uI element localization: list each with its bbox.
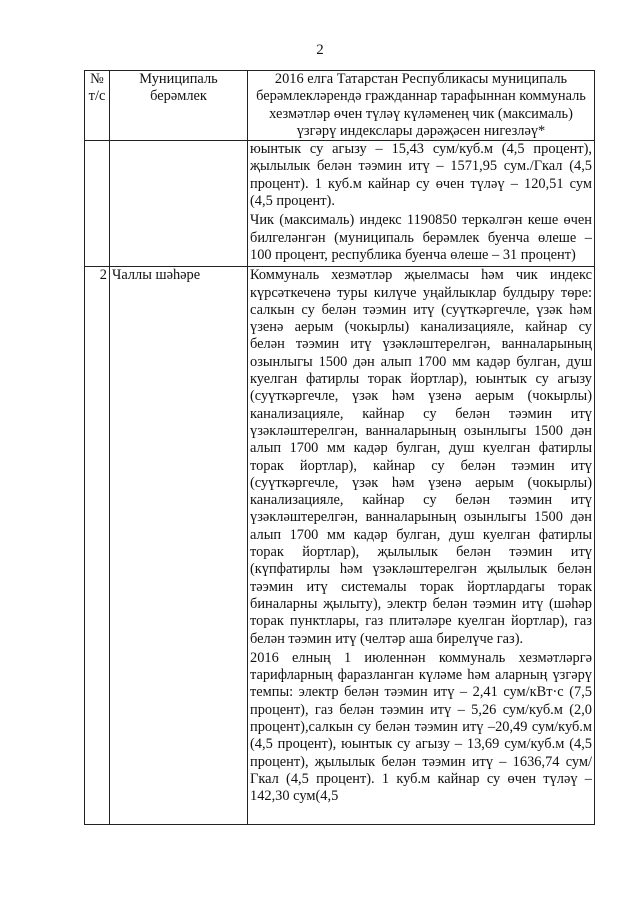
header-number: № т/с bbox=[85, 71, 110, 141]
row-municipality bbox=[110, 141, 248, 267]
paragraph: Коммуналь хезмәтләр җыелмасы һәм чик индекс күрсәткеченә туры килүче уңайлыклар булдыру төре: салкын су белән тәэмин итү (суүткәргечле, үзәк һәм үзенә аерым (чокырлы) канализацияле, кайнар су белән тәэмин итү үзәкләштерелгән, ванналарының озынлыгы 1500 дән алып 1700 мм кадәр булган, душ куелган фатирлы торак йортлар), юынтык су агызу (суүткәргечле, үзәк һәм үзенә аерым (чокырлы) канализацияле, кайнар су белән тәэмин итү үзәкләштерелгән, ванналарының озынлыгы 1500 дән алып 1700 мм кадәр булган, душ куелган фатирлы торак йортлар), кайнар су белән тәэмин итү (суүткәргечле, үзәк һәм үзенә аерым (чокырлы) канализацияле, кайнар су белән тәэмин итү үзәкләштерелгән, ванналарының озынлыгы 1500 дән алып 1700 мм кадәр булган, душ куелган фатирлы торак йортлар), җылылык белән тәэмин итү (күпфатирлы һәм үзәкләштерелгән җылылык белән тәэмин итү системалы торак йортлардагы торак биналарны җылыту), электр белән тәэмин итү (шәһәр торак пунктлары, газ плитәләре куелган йортлар), газ белән тәэмин итү (челтәр аша бирелүче газ). bbox=[250, 267, 592, 647]
table-row bbox=[85, 141, 595, 267]
tariff-index-table bbox=[84, 70, 595, 825]
header-municipality: Муниципаль берәмлек bbox=[110, 71, 248, 141]
paragraph: юынтык су агызу – 15,43 сум/куб.м (4,5 процент), җылылык белән тәэмин итү – 1571,95 сум./Гкал (4,5 процент). 1 куб.м кайнар су өчен түләү – 120,51 сум (4,5 процент). bbox=[250, 141, 592, 210]
paragraph: Чик (максималь) индекс 1190850 теркәлгән кеше өчен билгеләнгән (муниципаль берәмлек буенча өлеше – 100 процент, республика буенча өлеше – 31 процент) bbox=[250, 212, 592, 263]
table-row bbox=[85, 267, 595, 825]
row-index-text bbox=[248, 267, 595, 825]
header-index-justification: 2016 елга Татарстан Республикасы муниципаль берәмлекләрендә гражданнар тарафыннан коммуналь хезмәтләр өчен түләү күләменең чик (максималь) үзгәрү индекслары дәрәҗәсен нигезләү* bbox=[248, 71, 595, 141]
page-number: 2 bbox=[316, 42, 324, 58]
row-municipality: Чаллы шәһәре bbox=[110, 267, 248, 825]
row-number bbox=[85, 141, 110, 267]
row-index-text bbox=[248, 141, 595, 267]
row-number: 2 bbox=[85, 267, 110, 825]
table-header-row bbox=[85, 71, 595, 141]
paragraph: 2016 елның 1 июленнән коммуналь хезмәтләргә тарифларның фаразланган күләме һәм аларның үзгәрү темпы: электр белән тәэмин итү – 2,41 сум/кВт·с (7,5 процент), газ белән тәэмин итү – 5,26 сум/куб.м (2,0 процент),салкын су белән тәэмин итү –20,49 сум/куб.м (4,5 процент), юынтык су агызу – 13,69 сум/куб.м (4,5 процент), җылылык белән тәэмин итү – 1636,74 сум/Гкал (4,5 процент). 1 куб.м кайнар су өчен түләү – 142,30 сум(4,5 bbox=[250, 649, 592, 805]
